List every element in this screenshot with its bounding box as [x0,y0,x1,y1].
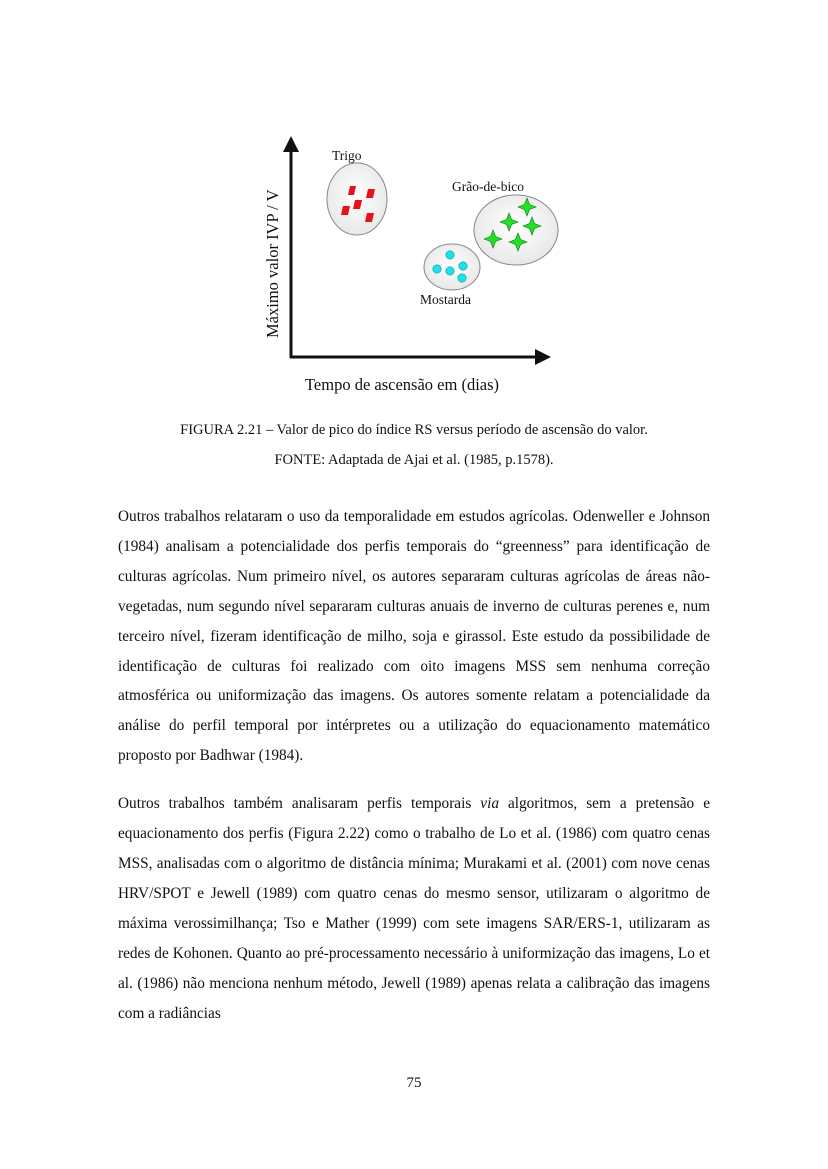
x-axis-label: Tempo de ascensão em (dias) [305,375,500,394]
cluster-mostarda-label: Mostarda [420,292,471,307]
mostarda-point [446,267,454,275]
y-axis-label: Máximo valor IVP / V [263,189,282,338]
page-number: 75 [406,1075,422,1091]
paragraph-1: Outros trabalhos relataram o uso da temporalidade em estudos agrícolas. Odenweller e Johnson (1984) analisam a potencialidade dos perfis temporais do “greenness” para identificação de culturas agrícolas. Num primeiro nível, os autores separaram culturas agrícolas de áreas não-vegetadas, num segundo nível separaram culturas anuais de inverno de culturas perenes e, num terceiro nível, fizeram identificação de milho, soja e girassol. Este estudo da possibilidade de identificação de culturas foi realizado com oito imagens MSS sem nenhuma correção atmosférica ou uniformização das imagens. Os autores somente relatam a potencialidade da análise do perfil temporal por intérpretes ou a utilização do equacionamento matemático proposto por Badhwar (1984). [118,508,710,765]
y-axis-arrow-icon [283,136,299,152]
figure-2-21 [0,0,828,410]
figure-caption: FIGURA 2.21 – Valor de pico do índice RS versus período de ascensão do valor. [180,422,648,438]
mostarda-point [458,274,466,282]
mostarda-point [459,262,467,270]
mostarda-point [446,251,454,259]
cluster-grao-de-bico-label: Grão-de-bico [452,179,524,194]
paragraph-2-part2: algoritmos, sem a pretensão e equacionamento dos perfis (Figura 2.22) como o trabalho de Lo et al. (1986) com quatro cenas MSS, analisadas com o algoritmo de distância mínima; Murakami et al. (2001) com nove cenas HRV/SPOT e Jewell (1989) com quatro cenas do mesmo sensor, utilizaram o algoritmo de máxima verossimilhança; Tso e Mather (1999) com sete imagens SAR/ERS-1, utilizaram as redes de Kohonen. Quanto ao pré-processamento necessário à uniformização das imagens, Lo et al. (1986) não menciona nenhum método, Jewell (1989) apenas relata a calibração das imagens com a radiâncias [118,795,710,1022]
cluster-trigo-ellipse [327,163,387,235]
figure-source: FONTE: Adaptada de Ajai et al. (1985, p.1578). [274,452,554,468]
paragraph-2-part1: Outros trabalhos também analisaram perfis temporais [118,795,481,813]
paragraph-2-emphasis: via [480,795,499,813]
x-axis-arrow-icon [535,349,551,365]
paragraph-2 [118,789,710,1028]
mostarda-point [433,265,441,273]
body-text [118,502,710,1046]
cluster-trigo-label: Trigo [332,148,362,163]
cluster-grao-de-bico-ellipse [474,195,558,265]
cluster-diagram [0,0,828,410]
